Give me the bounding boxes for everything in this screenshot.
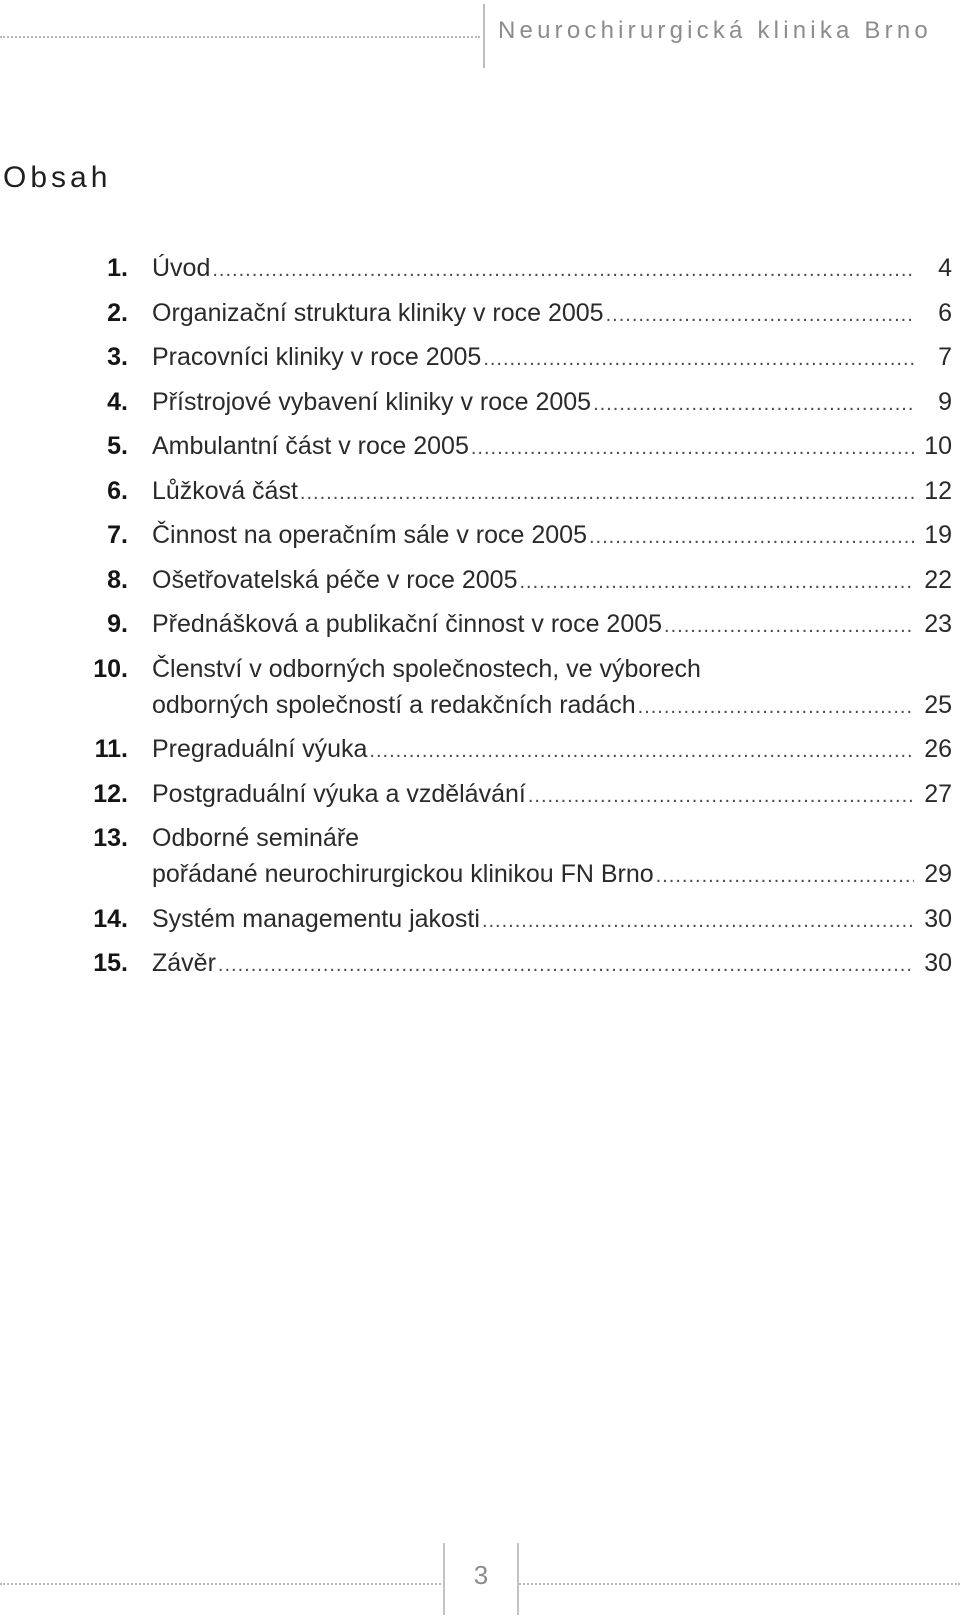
toc-entry-line [152, 517, 952, 556]
toc-entry-number: 1. [107, 254, 128, 282]
toc-entry-page: 27 [924, 779, 952, 808]
toc-entry-page: 10 [924, 432, 952, 460]
toc-entry-line [152, 856, 952, 895]
toc-entry-number: 6. [107, 476, 128, 505]
toc-leader-dots [483, 341, 914, 378]
toc-entry-title: Lůžková část [152, 476, 298, 505]
toc-entry-page: 12 [924, 476, 952, 505]
toc-entry-line [152, 428, 952, 467]
toc-leader-dots [589, 519, 914, 556]
toc-entry-title: Pregraduální výuka [152, 735, 368, 763]
toc-leader-dots [519, 564, 914, 601]
toc-entry-line [152, 250, 952, 289]
toc-entry-title: Úvod [152, 254, 211, 282]
toc-entry-title: Systém managementu jakosti [152, 904, 480, 933]
header-vertical-rule [483, 4, 485, 68]
toc-entry-title: Závěr [152, 949, 216, 977]
toc-entry-line [152, 562, 952, 601]
toc-entry-number: 2. [107, 298, 128, 327]
toc-entry-title: Pracovníci kliniky v roce 2005 [152, 343, 482, 371]
toc-entry-number: 12. [93, 779, 128, 808]
toc-leader-dots [212, 252, 914, 289]
header-title: Neurochirurgická klinika Brno [498, 17, 932, 44]
toc-leader-dots [369, 733, 914, 770]
toc-entry-line [152, 687, 952, 726]
toc-entry-line [152, 606, 952, 645]
toc-entry-title: odborných společností a redakčních radách [152, 690, 636, 719]
toc-leader-dots [638, 689, 914, 726]
toc-entry-number: 9. [107, 610, 128, 638]
toc-leader-dots [606, 297, 914, 334]
toc-entry-line [152, 295, 952, 334]
toc-entry-line [152, 901, 952, 940]
toc-leader-dots [482, 903, 914, 940]
toc-entry-page: 9 [938, 387, 952, 416]
toc-entry-number: 10. [93, 654, 128, 683]
toc-entry-page: 26 [924, 735, 952, 763]
toc-leader-dots [593, 386, 914, 423]
toc-entry-title: pořádané neurochirurgickou klinikou FN Brno [152, 860, 654, 888]
toc-entry-line [152, 473, 952, 512]
toc-entry-number: 11. [94, 735, 128, 763]
toc-entry-page: 4 [938, 254, 952, 282]
toc-entry-title: Ambulantní část v roce 2005 [152, 432, 469, 460]
toc-entry-line [152, 651, 701, 688]
toc-entry-line [152, 731, 952, 770]
toc-entry-page: 29 [924, 860, 952, 888]
toc-entry-number: 13. [93, 824, 128, 852]
toc-entry-title: Odborné semináře [152, 824, 360, 852]
toc-entry-title: Ošetřovatelská péče v roce 2005 [152, 565, 518, 594]
toc-leader-dots [471, 430, 914, 467]
toc-entry-page: 25 [924, 690, 952, 719]
toc-entry-title: Organizační struktura kliniky v roce 2005 [152, 298, 604, 327]
toc-entry-number: 8. [107, 565, 128, 594]
toc-entry-number: 15. [93, 949, 128, 977]
toc-entry-line [152, 384, 952, 423]
toc-entry-page: 30 [924, 949, 952, 977]
toc-entry-number: 4. [107, 387, 128, 416]
toc-leader-dots [528, 778, 914, 815]
toc-entry-title: Členství v odborných společnostech, ve výborech [152, 654, 701, 683]
page-number: 3 [473, 1560, 489, 1590]
toc-entry-number: 7. [107, 521, 128, 549]
toc-entry-line [152, 820, 359, 857]
toc-entry-line [152, 945, 952, 984]
toc-entry-number: 14. [93, 904, 128, 933]
toc-entry-title: Přednášková a publikační činnost v roce 2005 [152, 610, 663, 638]
toc-entry-number: 5. [107, 432, 128, 460]
toc-entry-title: Postgraduální výuka a vzdělávání [152, 779, 526, 808]
toc-entry-page: 7 [938, 343, 952, 371]
toc-entry-line [152, 776, 952, 815]
toc-entry-page: 6 [938, 298, 952, 327]
toc-entry-title: Činnost na operačním sále v roce 2005 [152, 521, 587, 549]
header-dotted-rule [0, 36, 480, 38]
toc-leader-dots [300, 475, 914, 512]
toc-entry-page: 23 [924, 610, 952, 638]
toc-entry-line [152, 339, 952, 378]
toc-entry-title: Přístrojové vybavení kliniky v roce 2005 [152, 387, 592, 416]
toc-leader-dots [656, 858, 914, 895]
toc-leader-dots [218, 947, 914, 984]
toc-entry-page: 22 [924, 565, 952, 594]
toc-entry-number: 3. [107, 343, 128, 371]
toc-entry-page: 19 [924, 521, 952, 549]
toc-leader-dots [664, 608, 914, 645]
toc-entry-page: 30 [924, 904, 952, 933]
toc-heading: Obsah [3, 161, 112, 194]
